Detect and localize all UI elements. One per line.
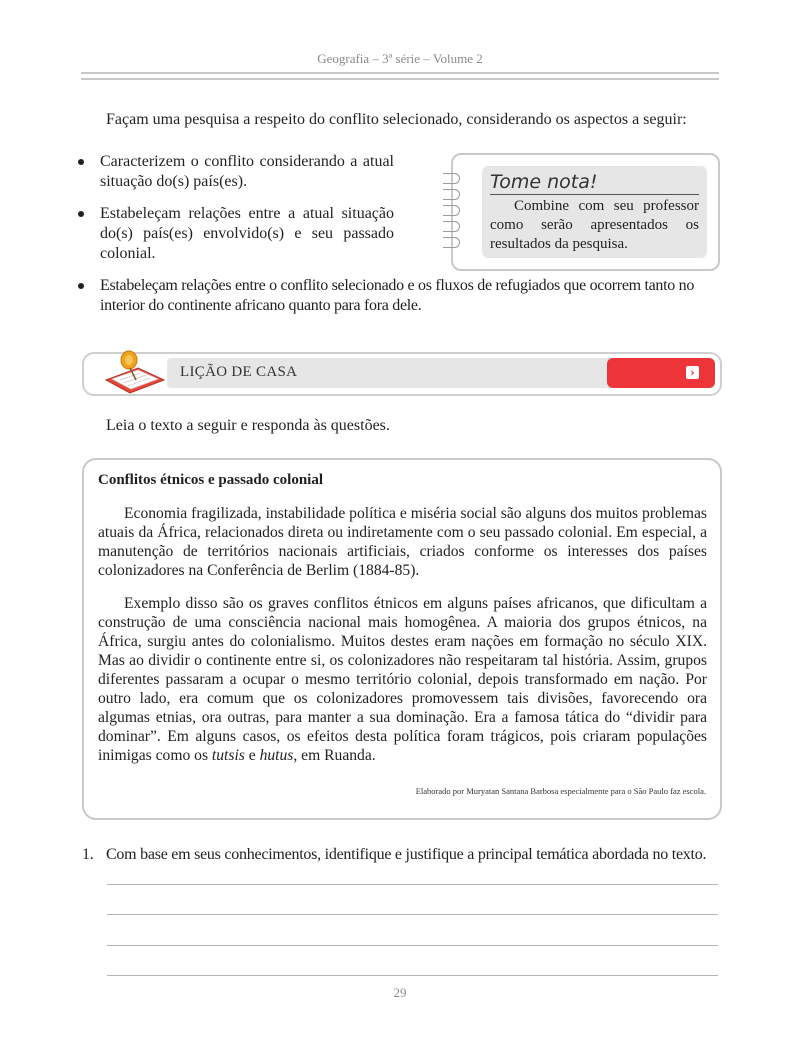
- intro-paragraph: Façam uma pesquisa a respeito do conflito selecionado, considerando os aspectos a seguir:: [106, 111, 687, 128]
- question-1: [82, 845, 722, 865]
- bullet-text: Caracterizem o conflito considerando a atual situação do(s) país(es).: [100, 153, 394, 190]
- note-title: Tome nota!: [490, 170, 699, 195]
- text-paragraph-part: Exemplo disso são os graves conflitos étnicos em alguns países africanos, que dificultam a construção de uma consciência nacional mais homogênea. A maioria dos grupos étnicos, na África, surgiu antes do colonialismo. Muitos destes eram nações em formação no século XIX. Mas ao dividir o continente entre si, os colonizadores não respeitaram tal história. Assim, grupos diferentes passaram a ocupar o mesmo território colonial, depois transformado em nação. Por outro lado, era comum que os colonizadores promovessem tais divisões, favorecendo ora algumas etnias, ora outras, para manter a sua dominação. Era a famosa tática do “dividir para dominar”. Em alguns casos, os efeitos desta política foram trágicos, pois criaram populações inimigas como os: [98, 595, 707, 764]
- bullet-dot: [78, 283, 84, 289]
- question-text: Com base em seus conhecimentos, identifique e justifique a principal temática abordada no texto.: [106, 846, 707, 863]
- binder-ring-icon: [443, 237, 460, 248]
- answer-line[interactable]: [107, 945, 718, 946]
- note-box: [451, 153, 720, 271]
- text-paragraph: Economia fragilizada, instabilidade política e miséria social são alguns dos muitos problemas atuais da África, relacionados direta ou indiretamente com o seu passado colonial. Em especial, a manutenção de territórios nacionais artificiais, criados conforme os interesses dos países colonizadores na Conferência de Berlim (1884-85).: [98, 505, 707, 579]
- bullet-text: Estabeleçam relações entre o conflito selecionado e os fluxos de refugiados que ocorrem tanto no interior do continente africano quanto para fora dele.: [100, 277, 695, 314]
- header-rule: [81, 72, 719, 80]
- homework-banner: [82, 352, 722, 396]
- answer-line[interactable]: [107, 884, 718, 885]
- binder-ring-icon: [443, 173, 460, 184]
- text-paragraph-part: , em Ruanda.: [293, 747, 376, 764]
- running-header: Geografia – 3ª série – Volume 2: [317, 51, 483, 66]
- text-credit: Elaborado por Muryatan Santana Barbosa especialmente para o São Paulo faz escola.: [415, 786, 706, 796]
- text-box: [82, 458, 722, 820]
- question-number: 1.: [82, 846, 94, 863]
- bullet-dot: [78, 211, 84, 217]
- homework-notebook-icon: [100, 346, 170, 396]
- reading-instruction: Leia o texto a seguir e responda às questões.: [106, 417, 390, 434]
- italic-term: hutus: [259, 747, 294, 764]
- text-paragraph: [98, 594, 707, 765]
- bullet-item: [78, 152, 394, 192]
- chevron-right-icon: ›: [686, 366, 699, 379]
- binder-ring-icon: [443, 189, 460, 200]
- bullet-item: [78, 204, 394, 264]
- homework-label: LIÇÃO DE CASA: [180, 364, 298, 380]
- binder-ring-icon: [443, 205, 460, 216]
- bullet-dot: [78, 159, 84, 165]
- bullet-item: [78, 276, 718, 316]
- note-content: [482, 166, 707, 258]
- page-number: 29: [393, 985, 407, 1000]
- homework-red-tab[interactable]: [607, 358, 715, 388]
- answer-line[interactable]: [107, 975, 718, 976]
- binder-ring-icon: [443, 221, 460, 232]
- bullet-text: Estabeleçam relações entre a atual situação do(s) país(es) envolvido(s) e seu passado colonial.: [100, 205, 394, 262]
- text-box-title: Conflitos étnicos e passado colonial: [98, 472, 324, 488]
- text-paragraph-part: e: [244, 747, 260, 764]
- note-body: Combine com seu professor como serão apresentados os resultados da pesquisa.: [490, 198, 699, 252]
- answer-line[interactable]: [107, 914, 718, 915]
- italic-term: tutsis: [211, 747, 245, 764]
